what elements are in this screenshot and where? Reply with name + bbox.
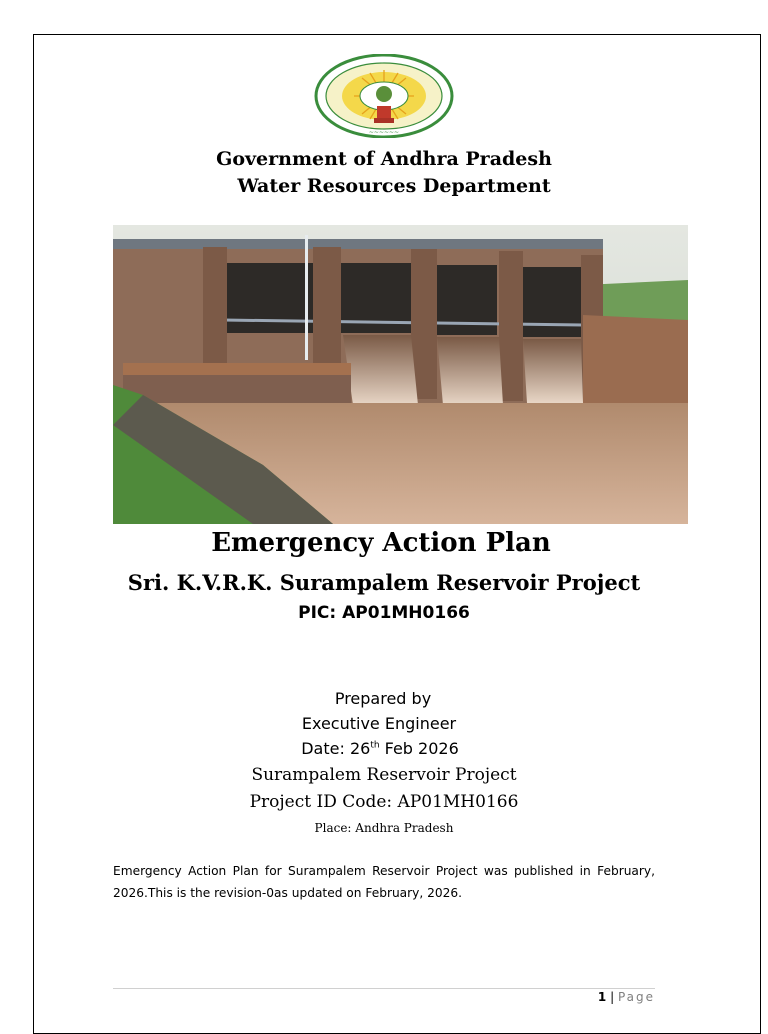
revision-note: Emergency Action Plan for Surampalem Reservoir Project was published in February, 2026.This is the revision-0as updated on February, 2026. [113, 864, 655, 900]
footer-separator: | [610, 990, 615, 1004]
prepared-by: Prepared by [334, 689, 432, 708]
prepared-project: Surampalem Reservoir Project [251, 765, 517, 785]
project-name: Sri. K.V.R.K. Surampalem Reservoir Project [127, 570, 641, 595]
place: Place: Andhra Pradesh [314, 821, 454, 835]
project-pic: PIC: AP01MH0166 [298, 603, 470, 623]
page-label: Page [617, 990, 655, 1004]
dam-spillway-photo [113, 225, 688, 524]
page-number: 1 [597, 990, 607, 1004]
page-footer [598, 990, 655, 1004]
svg-text:~~~~~~: ~~~~~~ [368, 129, 400, 136]
prepared-date: Date: 26th Feb 2026 [301, 739, 459, 758]
document-title: Emergency Action Plan [211, 528, 551, 558]
andhra-pradesh-state-emblem-icon [314, 54, 454, 138]
project-id-code: Project ID Code: AP01MH0166 [249, 792, 519, 812]
prepared-role: Executive Engineer [301, 714, 457, 733]
footer-divider [113, 988, 655, 989]
government-title: Government of Andhra Pradesh [216, 148, 552, 170]
department-title: Water Resources Department [237, 175, 551, 197]
